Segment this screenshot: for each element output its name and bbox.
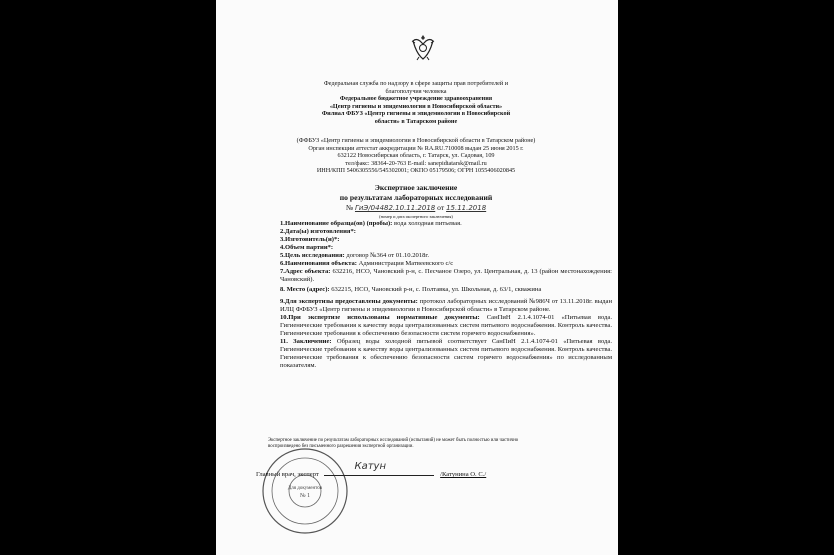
header-line: благополучия человека xyxy=(385,87,447,95)
document-page xyxy=(216,0,618,555)
left-black-border xyxy=(0,0,216,555)
field-manufacture-date xyxy=(280,228,612,236)
field-value: вода холодная питьевая. xyxy=(392,220,462,227)
agency-header xyxy=(236,80,596,126)
round-seal-stamp xyxy=(260,446,350,536)
signer-role: Главный врач, эксперт xyxy=(256,471,319,478)
field-label: 9.Для экспертизы предоставлены документы: xyxy=(280,298,418,305)
document-number-line xyxy=(276,203,556,212)
signature-line xyxy=(256,461,586,478)
field-normative-docs xyxy=(280,314,612,338)
field-label: 8. Место (адрес): xyxy=(280,286,330,293)
handwritten-signature: Катун xyxy=(354,461,386,472)
field-documents xyxy=(280,298,612,314)
document-date: 15.11.2018 xyxy=(446,204,487,212)
note-line: воспроизведено без письменного разрешения экспертной организации. xyxy=(268,444,414,449)
field-manufacturer xyxy=(280,236,612,244)
contact-line: тел/факс: 38364-20-763 E-mail: sanepidtatarsk@mail.ru xyxy=(345,159,487,167)
field-conclusion xyxy=(280,338,612,370)
field-label: 4.Объем партии*: xyxy=(280,244,334,251)
note-line: Экспертное заключение по результатам лабораторных исследований (испытаний) не может быть полностью или частично xyxy=(268,438,519,443)
right-black-border xyxy=(618,0,834,555)
field-label: 10.При экспертизе использованы нормативные документы: xyxy=(280,314,480,321)
number-prefix: № xyxy=(345,203,354,212)
field-label: 6.Наименования объекта: xyxy=(280,260,358,267)
signature-underline xyxy=(324,461,434,476)
address-line: 632122 Новосибирская область, г. Татарск, ул. Садовая, 109 xyxy=(337,152,495,160)
field-label: 3.Изготовитель(и)*: xyxy=(280,236,340,243)
branch-name: (ФФБУЗ «Центр гигиены и эпидемиологии в Новосибирской области в Татарском районе) xyxy=(296,137,536,144)
field-batch-volume xyxy=(280,244,612,252)
number-caption: (номер и дата экспертного заключения) xyxy=(379,214,453,219)
accreditation-line: Орган инспекции аттестат аккредитации № RA.RU.710008 выдан 25 июня 2015 г. xyxy=(308,144,524,152)
branch-details xyxy=(236,137,596,175)
date-prefix: от xyxy=(437,203,445,212)
report-fields xyxy=(280,220,612,370)
header-line-bold: Федеральное бюджетное учреждение здравоохранения xyxy=(339,95,493,103)
field-value: договор №364 от 01.10.2018г. xyxy=(344,252,430,259)
registration-line: ИНН/КПП 5406305556/545302001; ОКПО 05179506; ОГРН 1055406020845 xyxy=(316,167,516,175)
field-label: 5.Цель исследования: xyxy=(280,252,345,259)
stamp-center-text: Для документов xyxy=(287,486,323,491)
header-line-bold: «Центр гигиены и эпидемиологии в Новосибирской области» xyxy=(329,102,503,110)
field-label: 2.Дата(ы) изготовления*: xyxy=(280,228,356,235)
document-number: ГиЭ/04482.10.11.2018 xyxy=(354,204,436,212)
field-object-address xyxy=(280,268,612,284)
stamp-number: № 1 xyxy=(299,493,311,499)
field-label: 7.Адрес объекта: xyxy=(280,268,331,275)
field-object-name xyxy=(280,260,612,268)
field-value: Администрация Матвеевского с/с xyxy=(357,260,454,267)
signer-name: /Катунина О. С./ xyxy=(440,471,487,478)
header-line-bold: Филиал ФБУЗ «Центр гигиены и эпидемиологии в Новосибирской xyxy=(321,110,511,118)
field-value: Образец воды холодной питьевой соответствует СанПиН 2.1.4.1074-01 «Питьевая вода. Гигиенические требования к качеству воды централизованных систем питьевого водоснабжения. Контроль качества. Гигиенические требования к обеспечению безопасности систем горячего водоснабжения» по исследованным показателям. xyxy=(280,338,612,369)
field-place xyxy=(280,286,612,294)
document-subtitle: по результатам лабораторных исследований xyxy=(339,193,493,202)
field-value: 632216, НСО, Чановский р-н, с. Песчаное Озеро, ул. Центральная, д. 13 (район местонахождения: Чановский). xyxy=(280,268,612,283)
field-label: 11. Заключение: xyxy=(280,338,332,345)
field-purpose xyxy=(280,252,612,260)
coat-of-arms-emblem xyxy=(409,33,437,63)
field-value: СанПиН 2.1.4.1074-01 «Питьевая вода. Гигиенические требования к качеству воды централизованных систем питьевого водоснабжения. Контроль качества. Гигиенические требования к обеспечению безопасности систем горячего водоснабжения». xyxy=(280,314,612,337)
header-line-bold: области» в Татарском районе xyxy=(374,117,458,125)
field-sample-name xyxy=(280,220,612,228)
field-value: 632215, НСО, Чановский р-н, с. Полтавка, ул. Школьная, д. 63/1, скважина xyxy=(329,286,542,293)
document-title: Экспертное заключение xyxy=(374,183,458,192)
field-label: 1.Наименование образца(ов) (пробы): xyxy=(280,220,393,227)
field-value: протокол лабораторных исследований №986Ч от 13.11.2018г. выдан ИЛЦ ФФБУЗ «Центр гигиены и эпидемиологии в Новосибирской области» в Татарском районе. xyxy=(280,298,612,313)
header-line: Федеральная служба по надзору в сфере защиты прав потребителей и xyxy=(323,80,509,87)
